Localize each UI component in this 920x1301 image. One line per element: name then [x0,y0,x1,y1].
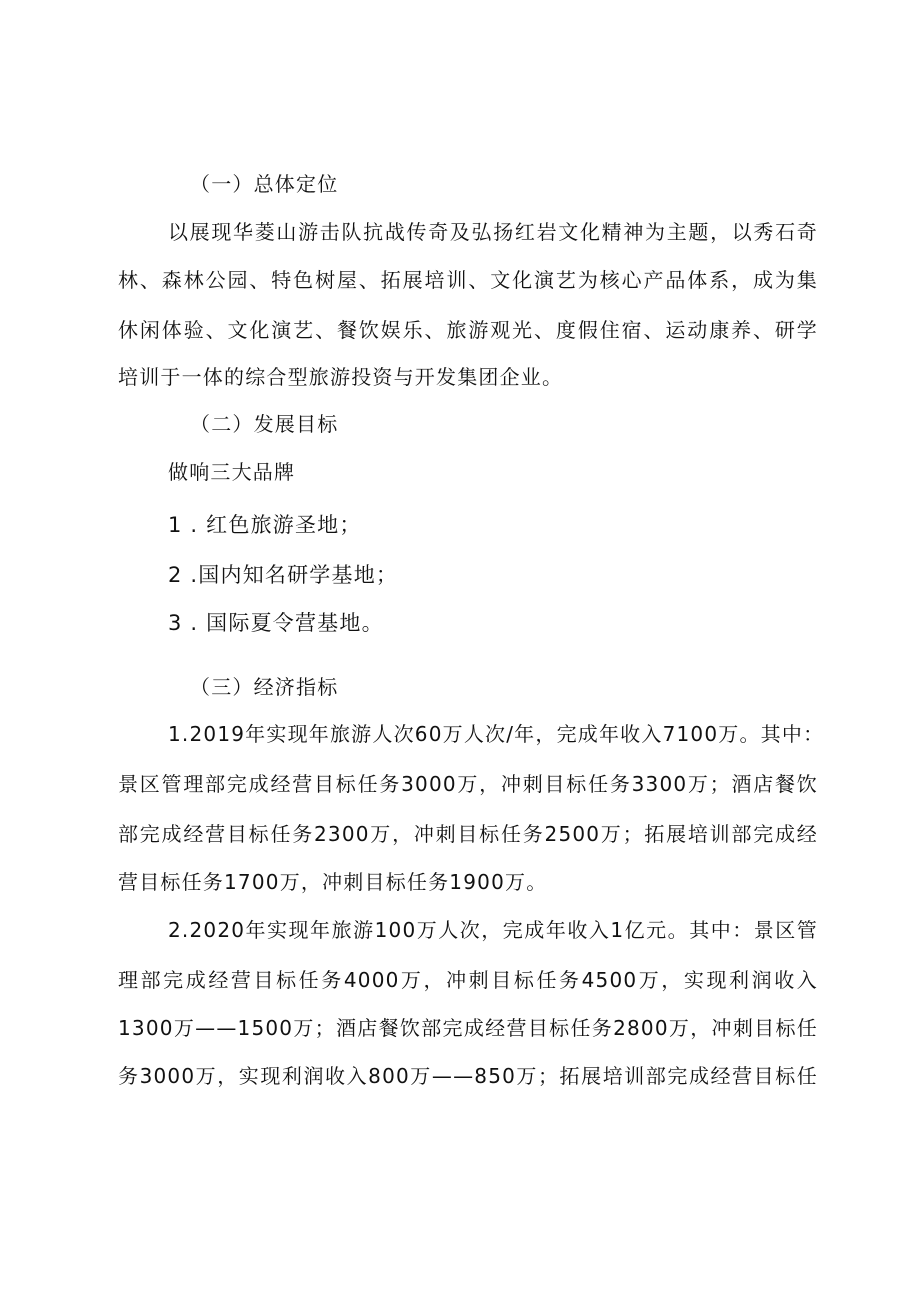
paragraph-line: 2.2020年实现年旅游100万人次，完成年收入1亿元。其中：景区管 [168,918,818,942]
paragraph-line: 林、森林公园、特色树屋、拓展培训、文化演艺为核心产品体系，成为集 [118,268,818,292]
list-item: 3 . 国际夏令营基地。 [168,611,384,635]
goals-intro: 做响三大品牌 [168,460,296,484]
section-heading-overall-positioning: （一）总体定位 [190,172,339,196]
paragraph-line: 以展现华菱山游击队抗战传奇及弘扬红岩文化精神为主题，以秀石奇 [168,220,818,244]
paragraph-line: 1300万——1500万；酒店餐饮部完成经营目标任务2800万，冲刺目标任 [118,1016,818,1040]
section-heading-economic-indicators: （三）经济指标 [190,675,339,699]
list-item: 2 .国内知名研学基地； [168,563,399,587]
paragraph-line: 1.2019年实现年旅游人次60万人次/年，完成年收入7100万。其中： [168,722,825,746]
paragraph-line: 休闲体验、文化演艺、餐饮娱乐、旅游观光、度假住宿、运动康养、研学 [118,318,818,342]
paragraph-line: 务3000万，实现利润收入800万——850万；拓展培训部完成经营目标任 [118,1064,818,1088]
paragraph-line: 部完成经营目标任务2300万，冲刺目标任务2500万；拓展培训部完成经 [118,822,818,846]
paragraph-line: 景区管理部完成经营目标任务3000万，冲刺目标任务3300万；酒店餐饮 [118,772,818,796]
paragraph-line: 培训于一体的综合型旅游投资与开发集团企业。 [118,365,564,389]
list-item: 1 . 红色旅游圣地； [168,513,362,537]
paragraph-line: 理部完成经营目标任务4000万，冲刺目标任务4500万，实现利润收入 [118,968,818,992]
section-heading-development-goals: （二）发展目标 [190,412,339,436]
paragraph-line: 营目标任务1700万，冲刺目标任务1900万。 [118,870,548,894]
